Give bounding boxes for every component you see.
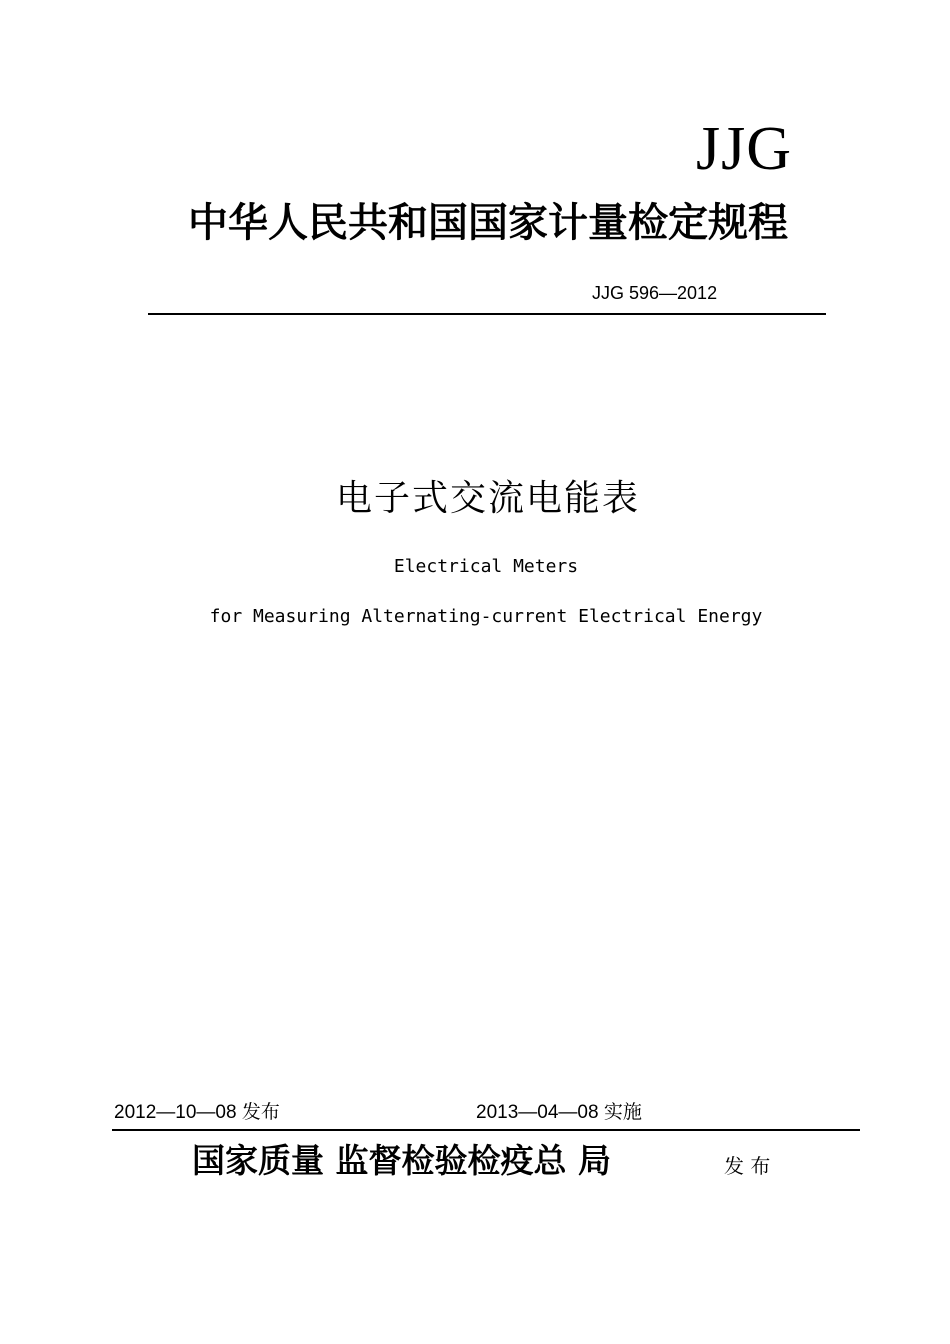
standard-number: JJG 596—2012 <box>592 283 718 303</box>
effective-date: 2013—04—08 实施 <box>476 1102 642 1123</box>
document-title-en-line1: Electrical Meters <box>393 556 579 577</box>
top-divider <box>148 313 826 315</box>
bottom-divider <box>112 1129 860 1131</box>
document-title-cn: 电子式交流电能表 <box>335 478 640 519</box>
publisher-name: 国家质量 监督检验检疫总 局 <box>192 1141 611 1180</box>
document-title-en-line2: for Measuring Alternating-current Electrical Energy <box>209 606 763 627</box>
regulation-category-title: 中华人民共和国国家计量检定规程 <box>188 200 788 246</box>
issue-date: 2012—10—08 发布 <box>114 1102 280 1123</box>
jjg-mark: JJG <box>695 115 792 183</box>
publisher-suffix: 发 布 <box>724 1154 771 1178</box>
